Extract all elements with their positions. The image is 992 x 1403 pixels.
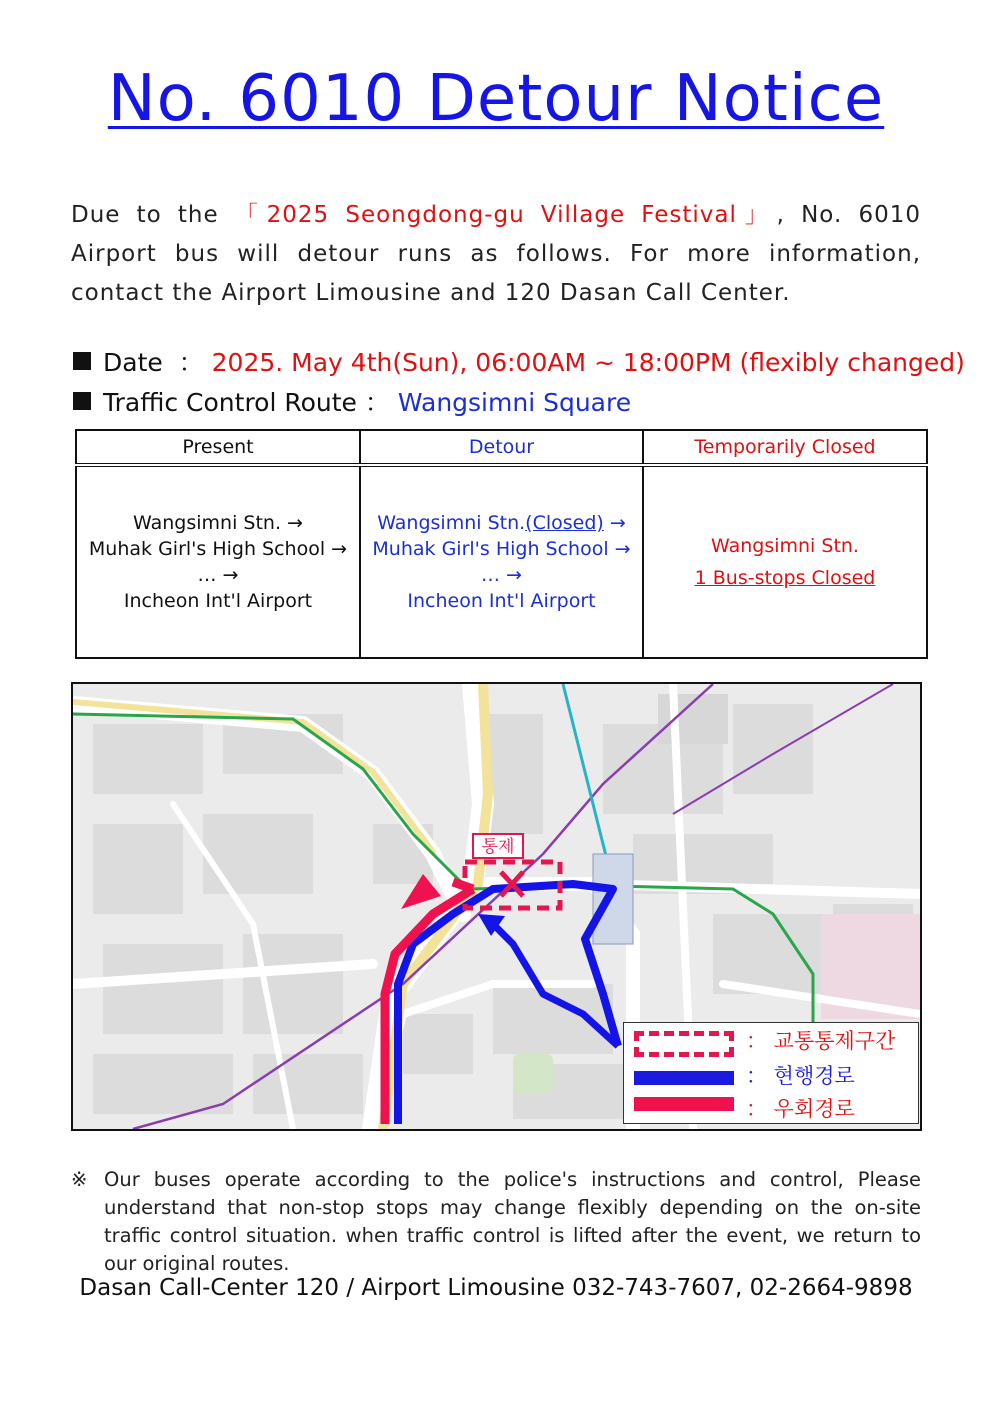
intro-suffix: , No. 6010 Airport bus will detour runs as follows. For more information, contact the Airport Limousine and 120 Dasan Call Center. xyxy=(71,202,921,306)
present-route-cell xyxy=(76,465,360,658)
present-line: … → xyxy=(197,564,239,586)
contact-footer: Dasan Call-Center 120 / Airport Limousine 032-743-7607, 02-2664-9898 xyxy=(79,1275,913,1301)
closed-marker: (Closed) xyxy=(525,512,604,534)
legend-control-label: ： 교통통제구간 xyxy=(746,1029,896,1053)
route-line xyxy=(73,383,631,419)
legend-control-swatch xyxy=(634,1031,734,1057)
detour-line: Incheon Int'l Airport xyxy=(407,590,596,612)
route-value: Wangsimni Square xyxy=(397,388,632,417)
detour-route-cell xyxy=(360,465,643,658)
closed-stop-name: Wangsimni Stn. xyxy=(711,535,859,557)
detour-stop: Wangsimni Stn. xyxy=(377,512,526,534)
bullet-square-icon xyxy=(73,392,91,410)
date-separator: ： xyxy=(178,348,204,377)
map-legend xyxy=(623,1022,919,1124)
detour-line: … → xyxy=(481,564,522,586)
date-line xyxy=(73,343,965,379)
legend-current-label: ： 현행경로 xyxy=(746,1064,855,1088)
festival-name: 「2025 Seongdong-gu Village Festival」 xyxy=(234,202,777,228)
date-label: Date xyxy=(103,348,163,377)
intro-prefix: Due to the xyxy=(71,202,235,228)
intro-paragraph xyxy=(71,196,921,313)
route-separator: ： xyxy=(364,388,390,417)
detour-arrow: → xyxy=(603,512,626,534)
route-table xyxy=(75,429,928,659)
detour-line xyxy=(365,510,638,536)
station-building xyxy=(593,854,633,944)
notice-note xyxy=(71,1166,921,1278)
bullet-square-icon xyxy=(73,352,91,370)
closed-stops-cell xyxy=(643,465,927,658)
closed-stop-count: 1 Bus-stops Closed xyxy=(694,567,876,589)
legend-detour-label: ： 우회경로 xyxy=(746,1097,855,1121)
header-present: Present xyxy=(76,430,360,465)
header-detour: Detour xyxy=(360,430,643,465)
date-value: 2025. May 4th(Sun), 06:00AM ~ 18:00PM (flexibly changed) xyxy=(211,348,965,377)
present-line: Muhak Girl's High School → xyxy=(88,538,348,560)
header-closed: Temporarily Closed xyxy=(643,430,927,465)
note-mark: ※ xyxy=(71,1168,88,1191)
legend-current-swatch xyxy=(634,1071,734,1085)
route-label: Traffic Control Route xyxy=(103,388,357,417)
page-title: No. 6010 Detour Notice xyxy=(107,62,885,136)
present-line: Incheon Int'l Airport xyxy=(123,590,313,612)
note-text: Our buses operate according to the police's instructions and control, Please understand that non-stop stops may change flexibly depending on the on-site traffic control situation. when traffic control is lifted after the event, we return to our original routes. xyxy=(104,1168,921,1275)
route-table-header xyxy=(76,430,927,465)
legend-detour-swatch xyxy=(634,1097,734,1111)
detour-line: Muhak Girl's High School → xyxy=(372,538,631,560)
present-line: Wangsimni Stn. → xyxy=(133,512,303,534)
control-label: 통제 xyxy=(481,837,515,857)
route-table-row xyxy=(76,465,927,658)
